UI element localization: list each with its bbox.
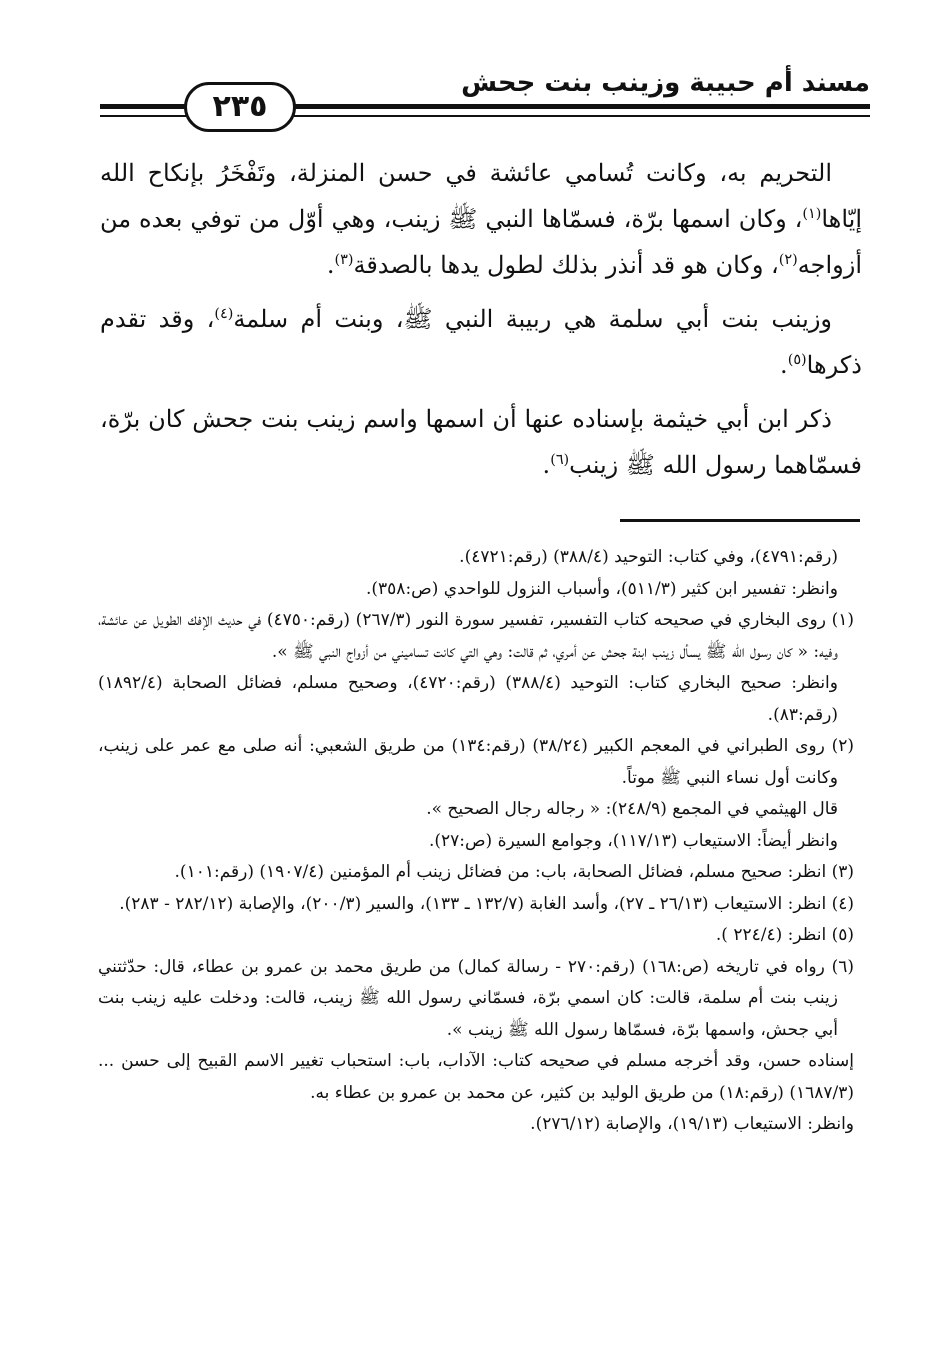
footnote-line: (رقم:٤٧٩١)، وفي كتاب: التوحيد (٣٨٨/٤) (رقم:٤٧٢١). bbox=[459, 547, 838, 567]
text-span: . bbox=[326, 251, 335, 279]
footnote-3: (٣) انظر: صحيح مسلم، فضائل الصحابة، باب: من فضائل زينب أم المؤمنين (١٩٠٧/٤) (رقم:١٠١). bbox=[174, 862, 854, 882]
footnote-line: وانظر أيضاً: الاستيعاب (١١٧/١٣)، وجوامع السيرة (ص:٢٧). bbox=[428, 830, 838, 851]
footnote-ref: (٦) bbox=[550, 452, 570, 468]
page-number-badge: ٢٣٥ bbox=[184, 82, 296, 132]
footnote-2: (٢) روى الطبراني في المعجم الكبير (٣٨/٢٤) (رقم:١٣٤) من طريق الشعبي: أنه صلى مع عمر على زينب، وكانت أول نساء النبي ﷺ موتاً. bbox=[98, 736, 855, 788]
text-span: ، وكان هو قد أنذر بذلك لطول يدها بالصدقة bbox=[353, 251, 779, 279]
footnote-ref: (٤) bbox=[214, 306, 234, 322]
footnote-line: قال الهيثمي في المجمع (٢٤٨/٩): « رجاله رجال الصحيح ». bbox=[426, 799, 838, 819]
footnote-ref: (٢) bbox=[778, 252, 798, 268]
text-span: . bbox=[542, 451, 551, 479]
text-span: . bbox=[780, 351, 788, 379]
footnote-ref: (١) bbox=[802, 206, 822, 222]
text-span: ، وقد تقدم ذكرها bbox=[100, 305, 862, 379]
footnote-line: وانظر: صحيح البخاري كتاب: التوحيد (٣٨٨/٤) (رقم:٤٧٢٠)، وصحيح مسلم، فضائل الصحابة (١٨٩٢/٤) (رقم:٨٣). bbox=[98, 673, 838, 725]
running-title: مسند أم حبيبة وزينب بنت جحش bbox=[461, 68, 870, 98]
text-span: ، وكان اسمها برّة، فسمّاها النبي ﷺ زينب، وهي أوّل من توفي بعده من أزواجه bbox=[100, 205, 862, 279]
footnote-ref: (٣) bbox=[334, 252, 354, 268]
footnote-line: إسناده حسن، وقد أخرجه مسلم في صحيحه كتاب: الآداب، باب: استحباب تغيير الاسم القبيح إلى حسن ... (١٦٨٧/٣) (رقم:١٨) من طريق الوليد بن كثير، عن محمد بن عمرو بن عطاء به. bbox=[98, 1051, 854, 1103]
footnote-line: وانظر: الاستيعاب (١٩/١٣)، والإصابة (٢٧٦/١٢). bbox=[530, 1114, 854, 1134]
main-text bbox=[100, 150, 862, 496]
text-span: التحريم به، وكانت تُسامي عائشة في حسن المنزلة، وتَفْخَرُ بإنكاح الله إيّاها bbox=[100, 159, 862, 233]
paragraph-3 bbox=[100, 396, 862, 488]
text-span: وزينب بنت أبي سلمة هي ربيبة النبي ﷺ، وبنت أم سلمة bbox=[233, 305, 832, 333]
footnote-5: (٥) انظر: (٢٢٤/٤ ). bbox=[715, 925, 854, 945]
page-header bbox=[100, 62, 870, 142]
footnote-separator bbox=[620, 519, 860, 522]
footnote-ref: (٥) bbox=[787, 352, 807, 368]
footnote-4: (٤) انظر: الاستيعاب (٢٦/١٣ ـ ٢٧)، وأسد الغابة (١٣٢/٧ ـ ١٣٣)، والسير (٢٠٠/٣)، والإصابة (٢٨٢/١٢ - ٢٨٣). bbox=[119, 893, 854, 914]
paragraph-1 bbox=[100, 150, 862, 288]
paragraph-2 bbox=[100, 296, 862, 388]
footnote-1: (١) روى البخاري في صحيحه كتاب التفسير، تفسير سورة النور (٢٦٧/٣) (رقم:٤٧٥٠) في حديث الإفك الطويل عن عائشة، وفيه: « كان رسول الله ﷺ يسأل زينب ابنة جحش عن أمري، ثم قالت: وهي التي كانت تساميني من أزواج النبي ﷺ ». bbox=[98, 610, 855, 662]
footnote-line: وانظر: تفسير ابن كثير (٥١١/٣)، وأسباب النزول للواحدي (ص:٣٥٨). bbox=[366, 578, 838, 599]
text-span: ذكر ابن أبي خيثمة بإسناده عنها أن اسمها واسم زينب بنت جحش كان برّة، فسمّاهما رسول الله ﷺ زينب bbox=[100, 405, 862, 479]
footnotes bbox=[98, 542, 854, 1141]
footnote-6: (٦) رواه في تاريخه (ص:١٦٨) (رقم:٢٧٠ - رسالة كمال) من طريق محمد بن عمرو بن عطاء، قال: حدّثتني زينب بنت أم سلمة، قالت: كان اسمي برّة، فسمّاني رسول الله ﷺ زينب، قالت: ودخلت عليه زينب بنت أبي جحش، واسمها برّة، فسمّاها رسول الله ﷺ زينب ». bbox=[98, 956, 855, 1040]
